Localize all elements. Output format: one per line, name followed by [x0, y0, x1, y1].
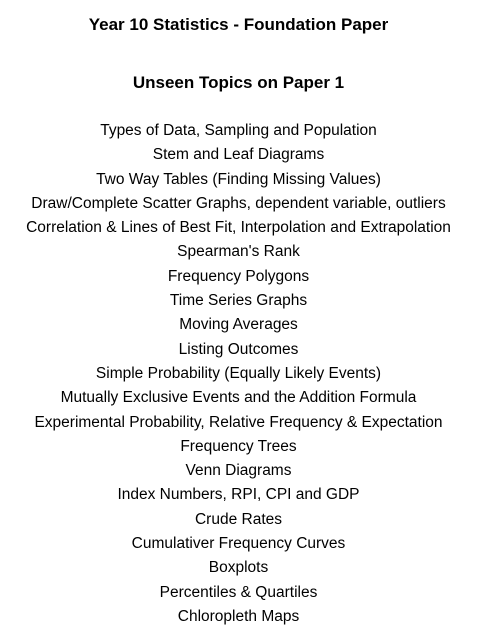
topic-item: Correlation & Lines of Best Fit, Interpolation and Extrapolation: [26, 219, 451, 237]
topic-item: Stem and Leaf Diagrams: [152, 146, 325, 164]
topic-item: Experimental Probability, Relative Frequency & Expectation: [34, 413, 443, 431]
topic-item: Draw/Complete Scatter Graphs, dependent variable, outliers: [31, 194, 446, 212]
topic-item: Two Way Tables (Finding Missing Values): [96, 170, 381, 188]
document-subtitle: Unseen Topics on Paper 1: [132, 73, 345, 92]
topic-item: Types of Data, Sampling and Population: [100, 122, 377, 139]
topic-item: Crude Rates: [194, 510, 282, 528]
topic-item: Time Series Graphs: [169, 292, 308, 310]
topic-item: Frequency Trees: [180, 437, 297, 455]
topic-item: Listing Outcomes: [178, 340, 299, 358]
topic-item: Frequency Polygons: [167, 267, 310, 285]
topic-item: Spearman's Rank: [177, 243, 300, 261]
topic-item: Moving Averages: [179, 316, 298, 334]
topic-list: [0, 119, 477, 629]
topic-item: Index Numbers, RPI, CPI and GDP: [117, 486, 360, 504]
topic-item: Cumulativer Frequency Curves: [131, 535, 346, 553]
topic-item: Mutually Exclusive Events and the Addition Formula: [60, 389, 417, 407]
topic-item: Simple Probability (Equally Likely Events): [95, 364, 382, 382]
topic-item: Chloropleth Maps: [177, 607, 300, 625]
document-title: Year 10 Statistics - Foundation Paper: [88, 15, 389, 34]
topic-item: Boxplots: [208, 559, 269, 577]
topic-item: Percentiles & Quartiles: [159, 583, 318, 601]
topic-item: Venn Diagrams: [185, 462, 292, 480]
